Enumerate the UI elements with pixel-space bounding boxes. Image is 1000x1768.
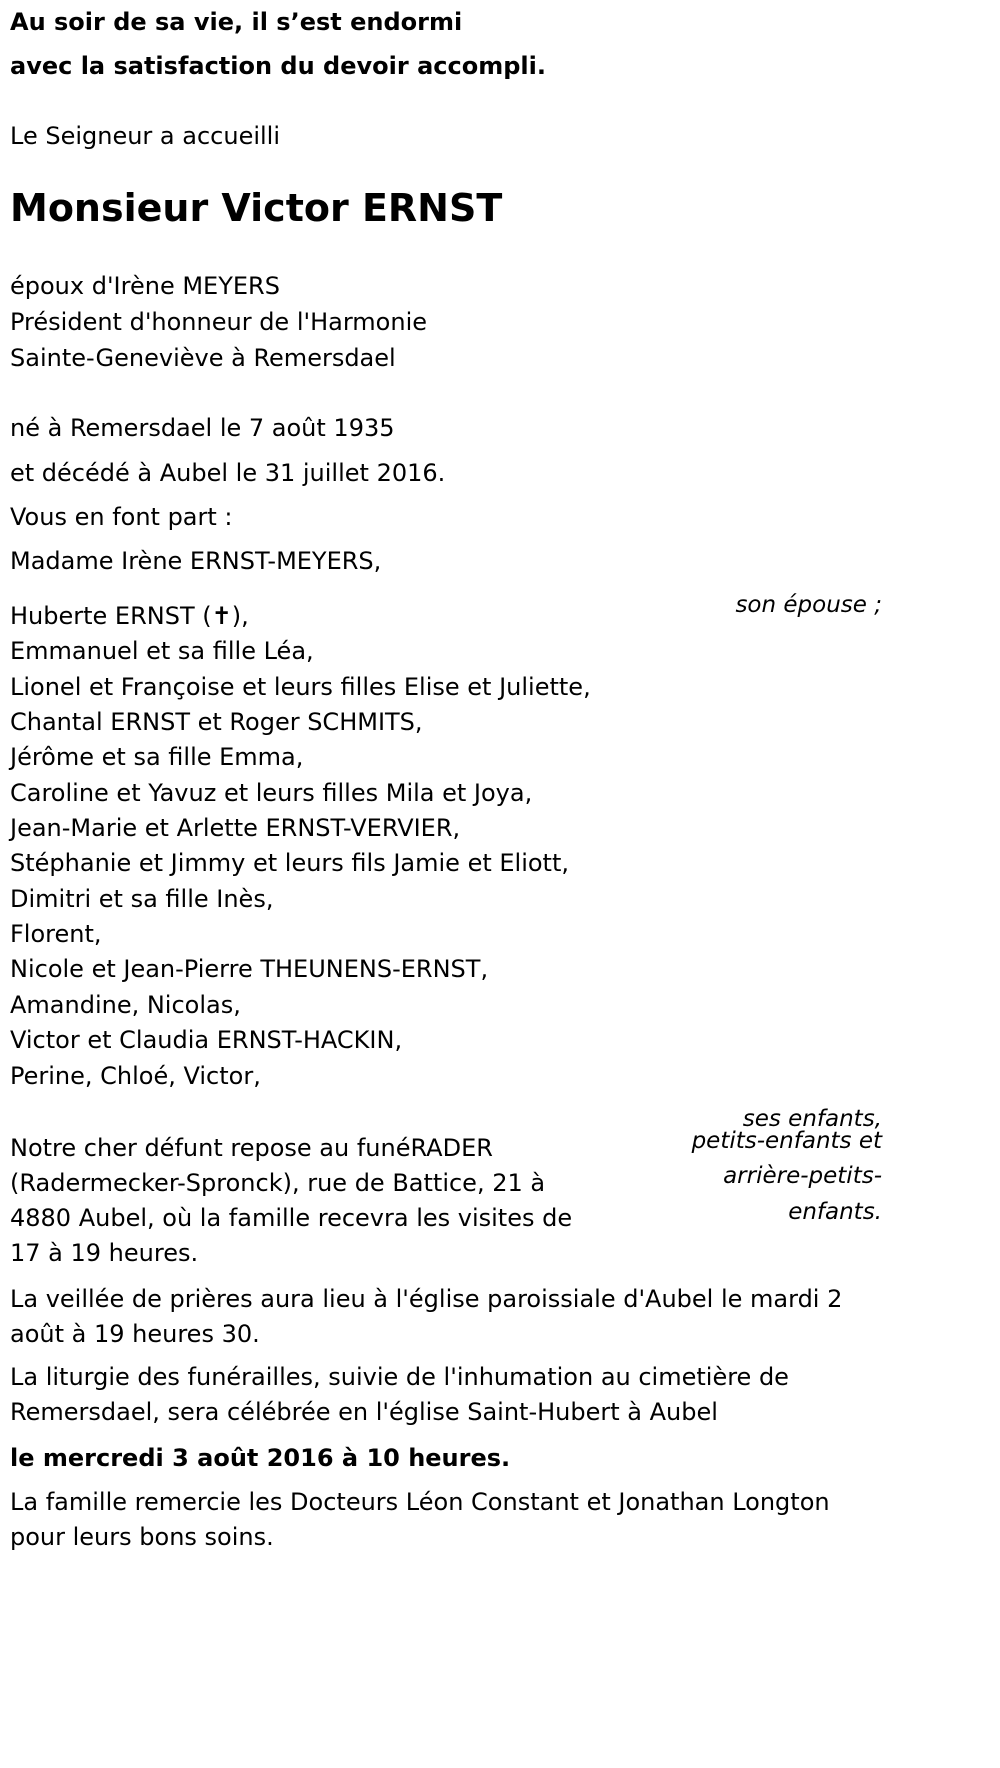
relation-line: ses enfants, — [742, 1106, 882, 1132]
spouse-name: Madame Irène ERNST-MEYERS, — [10, 547, 382, 575]
family-line: Emmanuel et sa fille Léa, — [10, 637, 314, 665]
epigraph-line-1: Au soir de sa vie, il s’est endormi — [10, 8, 463, 36]
liturgy-paragraph: La liturgie des funérailles, suivie de l'inhumation au cimetière de Remersdael, sera célébrée en l'église Saint-Hubert à Aubel — [10, 1363, 789, 1426]
family-line: Perine, Chloé, Victor, — [10, 1062, 261, 1090]
family-line: Nicole et Jean-Pierre THEUNENS-ERNST, — [10, 955, 489, 983]
birth-line: né à Remersdael le 7 août 1935 — [10, 414, 395, 442]
spouse-relation: son épouse ; — [735, 592, 882, 618]
family-line: Huberte ERNST (✝), — [10, 602, 249, 630]
deceased-name: Monsieur Victor ERNST — [10, 186, 503, 230]
thanks-paragraph: La famille remercie les Docteurs Léon Constant et Jonathan Longton pour leurs bons soins. — [10, 1488, 830, 1551]
family-line: Jérôme et sa fille Emma, — [10, 743, 304, 771]
relation-line: petits-enfants et — [691, 1128, 882, 1154]
family-line: Stéphanie et Jimmy et leurs fils Jamie et Eliott, — [10, 849, 570, 877]
family-line: Dimitri et sa fille Inès, — [10, 885, 274, 913]
relation-line: enfants. — [788, 1199, 882, 1225]
epigraph-line-2: avec la satisfaction du devoir accompli. — [10, 52, 546, 80]
vigil-paragraph: La veillée de prières aura lieu à l'église paroissiale d'Aubel le mardi 2 août à 19 heures 30. — [10, 1285, 843, 1348]
death-line: et décédé à Aubel le 31 juillet 2016. — [10, 459, 446, 487]
intro-text: Le Seigneur a accueilli — [10, 122, 281, 150]
relation-line: arrière-petits- — [723, 1163, 882, 1189]
title-line: Sainte-Geneviève à Remersdael — [10, 344, 396, 372]
family-line: Chantal ERNST et Roger SCHMITS, — [10, 708, 423, 736]
rest-paragraph: Notre cher défunt repose au funéRADER (Radermecker-Spronck), rue de Battice, 21 à 4880 Aubel, où la famille recevra les visites de 17 à 19 heures. — [10, 1134, 573, 1267]
family-line: Lionel et Françoise et leurs filles Elise et Juliette, — [10, 673, 591, 701]
family-line: Jean-Marie et Arlette ERNST-VERVIER, — [10, 814, 461, 842]
announce-line: Vous en font part : — [10, 503, 233, 531]
title-line: époux d'Irène MEYERS — [10, 272, 280, 300]
family-line: Florent, — [10, 920, 102, 948]
family-line: Amandine, Nicolas, — [10, 991, 241, 1019]
funeral-date: le mercredi 3 août 2016 à 10 heures. — [10, 1444, 511, 1472]
family-line: Victor et Claudia ERNST-HACKIN, — [10, 1026, 403, 1054]
title-line: Président d'honneur de l'Harmonie — [10, 308, 427, 336]
family-line: Caroline et Yavuz et leurs filles Mila et Joya, — [10, 779, 533, 807]
